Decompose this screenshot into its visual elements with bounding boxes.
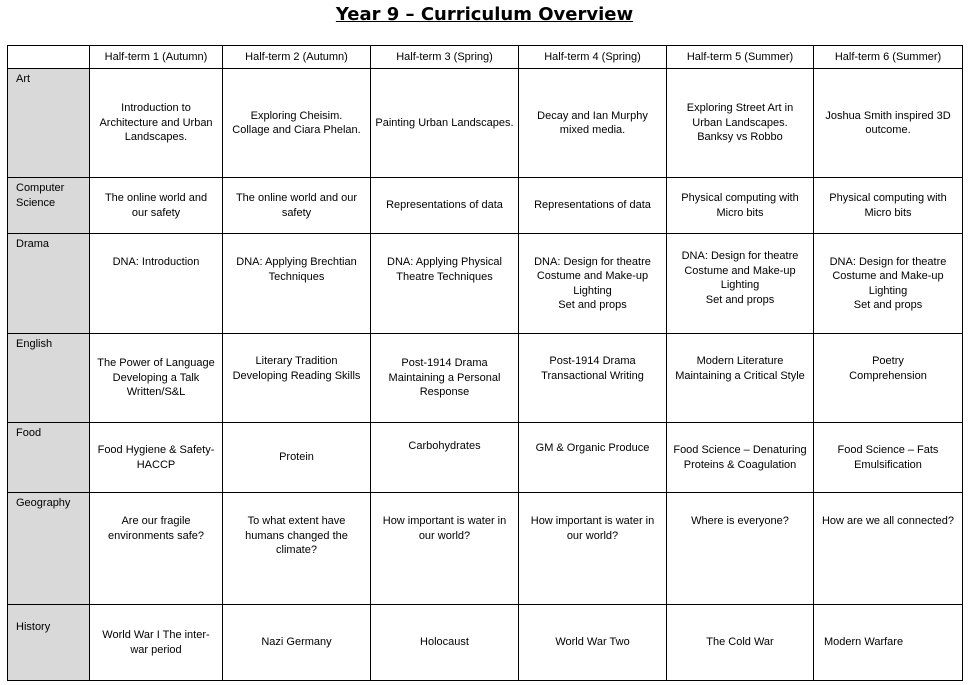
table-cell: DNA: Introduction — [90, 234, 223, 334]
table-cell: Holocaust — [371, 605, 519, 681]
table-cell: DNA: Applying Physical Theatre Techniques — [371, 234, 519, 334]
subject-label: English — [8, 334, 90, 423]
table-cell: Protein — [223, 423, 371, 493]
corner-cell — [8, 46, 90, 69]
table-cell: Post-1914 Drama Transactional Writing — [519, 334, 667, 423]
table-cell: Nazi Germany — [223, 605, 371, 681]
table-cell: Are our fragile environments safe? — [90, 493, 223, 605]
table-row — [8, 423, 963, 493]
table-cell: The online world and our safety — [90, 178, 223, 234]
table-cell: The Cold War — [667, 605, 814, 681]
table-cell: How are we all connected? — [814, 493, 963, 605]
table-cell: Modern Warfare — [814, 605, 963, 681]
header-row — [8, 46, 963, 69]
subject-label: Drama — [8, 234, 90, 334]
subject-label: Geography — [8, 493, 90, 605]
column-header: Half-term 4 (Spring) — [519, 46, 667, 69]
table-row — [8, 493, 963, 605]
curriculum-table — [7, 45, 963, 681]
table-row — [8, 234, 963, 334]
table-cell: DNA: Applying Brechtian Techniques — [223, 234, 371, 334]
table-cell: The Power of Language Developing a Talk Written/S&L — [90, 334, 223, 423]
table-row — [8, 178, 963, 234]
table-cell: Where is everyone? — [667, 493, 814, 605]
table-cell: The online world and our safety — [223, 178, 371, 234]
table-cell: World War I The inter- war period — [90, 605, 223, 681]
subject-label: Food — [8, 423, 90, 493]
table-cell: Exploring Street Art in Urban Landscapes. Banksy vs Robbo — [667, 69, 814, 178]
table-row — [8, 605, 963, 681]
table-cell: Literary Tradition Developing Reading Skills — [223, 334, 371, 423]
table-cell: DNA: Design for theatre Costume and Make-up Lighting Set and props — [519, 234, 667, 334]
table-cell: Physical computing with Micro bits — [667, 178, 814, 234]
table-cell: Food Science – Fats Emulsification — [814, 423, 963, 493]
table-cell: Poetry Comprehension — [814, 334, 963, 423]
table-cell: Representations of data — [371, 178, 519, 234]
column-header: Half-term 6 (Summer) — [814, 46, 963, 69]
table-cell: Modern Literature Maintaining a Critical Style — [667, 334, 814, 423]
column-header: Half-term 2 (Autumn) — [223, 46, 371, 69]
subject-label: Art — [8, 69, 90, 178]
column-header: Half-term 5 (Summer) — [667, 46, 814, 69]
table-cell: Decay and Ian Murphy mixed media. — [519, 69, 667, 178]
table-cell: Carbohydrates — [371, 423, 519, 493]
table-cell: Joshua Smith inspired 3D outcome. — [814, 69, 963, 178]
table-cell: Food Hygiene & Safety- HACCP — [90, 423, 223, 493]
table-cell: Food Science – Denaturing Proteins & Coagulation — [667, 423, 814, 493]
column-header: Half-term 1 (Autumn) — [90, 46, 223, 69]
table-cell: To what extent have humans changed the climate? — [223, 493, 371, 605]
table-row — [8, 69, 963, 178]
table-cell: GM & Organic Produce — [519, 423, 667, 493]
table-cell: Painting Urban Landscapes. — [371, 69, 519, 178]
table-cell: Physical computing with Micro bits — [814, 178, 963, 234]
table-row — [8, 334, 963, 423]
table-cell: Representations of data — [519, 178, 667, 234]
subject-label: Computer Science — [8, 178, 90, 234]
table-cell: DNA: Design for theatre Costume and Make-up Lighting Set and props — [814, 234, 963, 334]
table-cell: DNA: Design for theatre Costume and Make-up Lighting Set and props — [667, 234, 814, 334]
table-cell: Post-1914 Drama Maintaining a Personal Response — [371, 334, 519, 423]
column-header: Half-term 3 (Spring) — [371, 46, 519, 69]
table-cell: Exploring Cheisim. Collage and Ciara Phelan. — [223, 69, 371, 178]
table-cell: World War Two — [519, 605, 667, 681]
table-cell: How important is water in our world? — [519, 493, 667, 605]
subject-label: History — [8, 605, 90, 681]
table-cell: How important is water in our world? — [371, 493, 519, 605]
table-cell: Introduction to Architecture and Urban Landscapes. — [90, 69, 223, 178]
page-title: Year 9 – Curriculum Overview — [335, 4, 634, 25]
